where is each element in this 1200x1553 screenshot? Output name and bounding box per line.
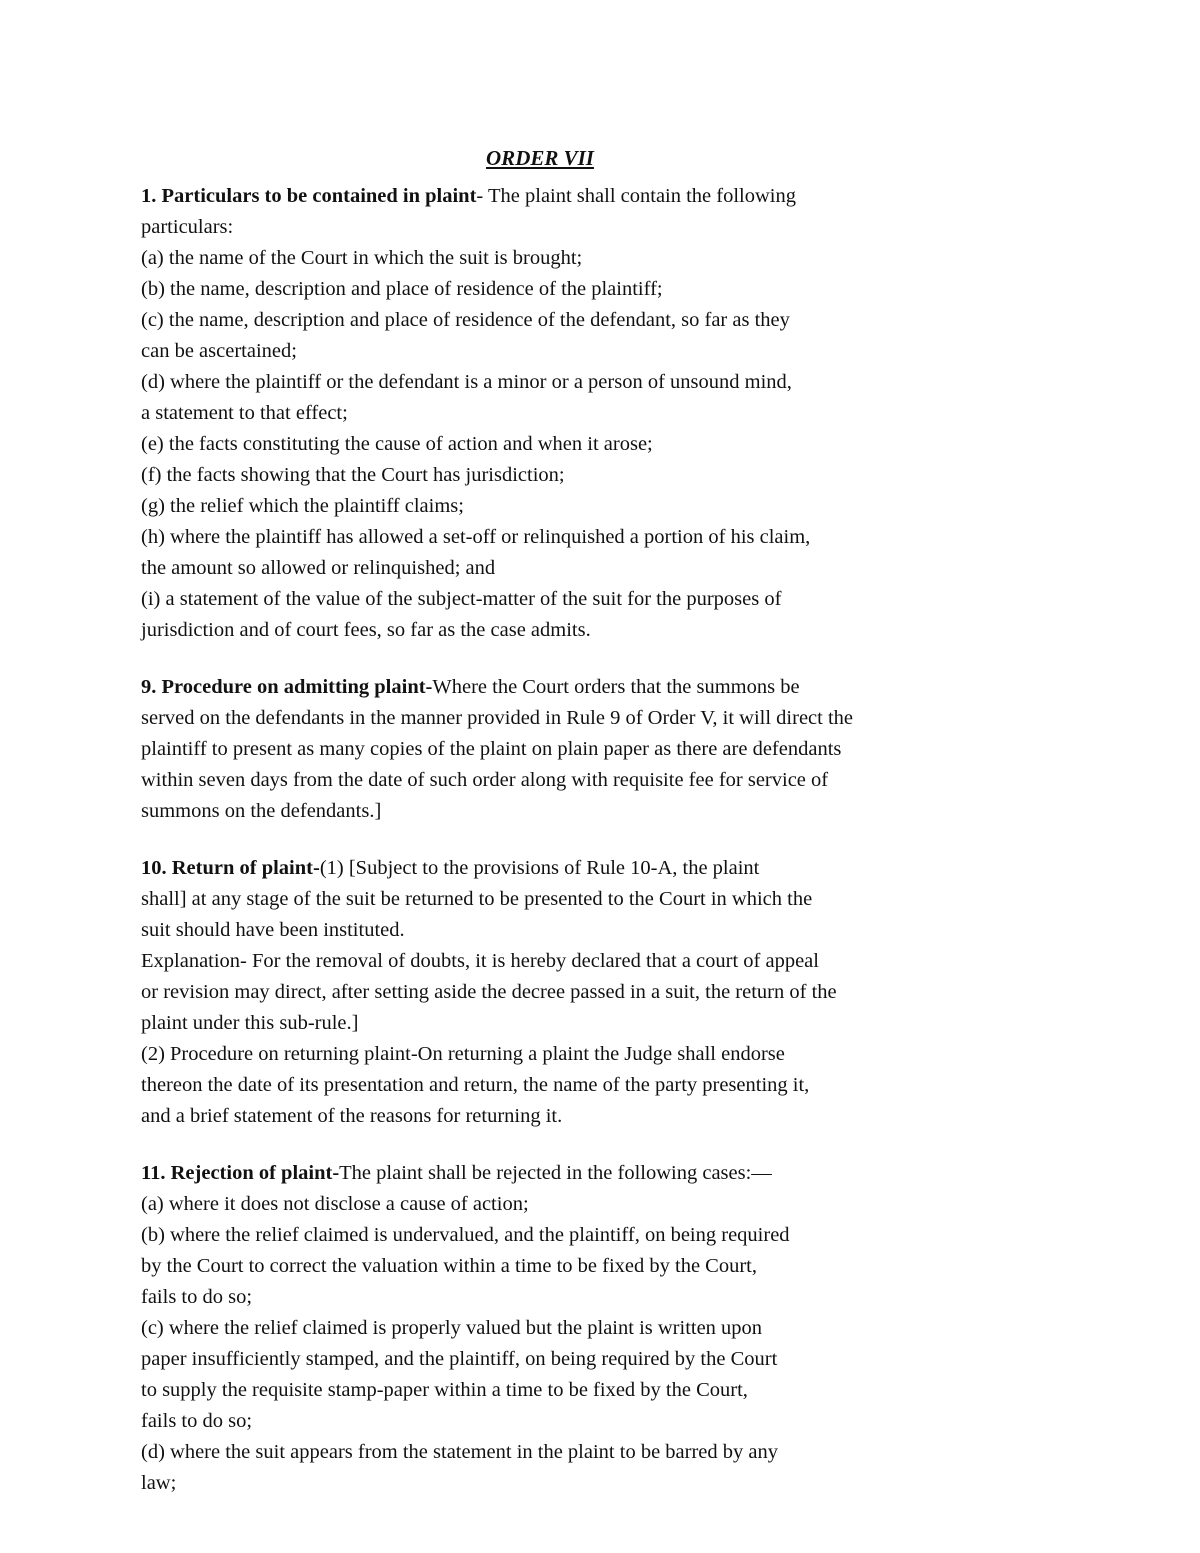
text-line: or revision may direct, after setting aside the decree passed in a suit, the return of the [141, 981, 837, 1003]
text-line: (d) where the plaintiff or the defendant is a minor or a person of unsound mind, [141, 371, 792, 393]
section-text: Where the Court orders that the summons be [432, 676, 800, 698]
text-line: and a brief statement of the reasons for returning it. [141, 1105, 563, 1127]
text-line: (b) where the relief claimed is undervalued, and the plaintiff, on being required [141, 1224, 790, 1246]
text-line: law; [141, 1472, 177, 1494]
text-line: (b) the name, description and place of residence of the plaintiff; [141, 278, 663, 300]
section-9 [141, 672, 971, 827]
text-line: paper insufficiently stamped, and the plaintiff, on being required by the Court [141, 1348, 778, 1370]
text-line: Explanation- For the removal of doubts, it is hereby declared that a court of appeal [141, 950, 819, 972]
text-line: fails to do so; [141, 1286, 253, 1308]
section-heading-line [141, 672, 971, 703]
paragraph-gap [141, 827, 971, 853]
text-line: plaint under this sub-rule.] [141, 1012, 359, 1034]
text-line: shall] at any stage of the suit be returned to be presented to the Court in which the [141, 888, 813, 910]
text-line: jurisdiction and of court fees, so far as the case admits. [141, 619, 591, 641]
text-line: (a) the name of the Court in which the suit is brought; [141, 247, 583, 269]
section-1 [141, 181, 971, 646]
text-line: (2) Procedure on returning plaint-On returning a plaint the Judge shall endorse [141, 1043, 785, 1065]
section-text: (1) [Subject to the provisions of Rule 10-A, the plaint [319, 857, 760, 879]
text-line: (d) where the suit appears from the statement in the plaint to be barred by any [141, 1441, 778, 1463]
text-line: (i) a statement of the value of the subject-matter of the suit for the purposes of [141, 588, 782, 610]
section-11 [141, 1158, 971, 1499]
section-heading-line [141, 853, 971, 884]
section-heading-line [141, 181, 971, 212]
text-line: (e) the facts constituting the cause of action and when it arose; [141, 433, 653, 455]
text-line: (a) where it does not disclose a cause of action; [141, 1193, 529, 1215]
section-heading-line [141, 1158, 971, 1189]
document-title: ORDER VII [486, 146, 594, 170]
text-line: (g) the relief which the plaintiff claims; [141, 495, 464, 517]
text-line: summons on the defendants.] [141, 800, 382, 822]
text-line: suit should have been instituted. [141, 919, 405, 941]
text-line: fails to do so; [141, 1410, 253, 1432]
text-line: (f) the facts showing that the Court has jurisdiction; [141, 464, 565, 486]
paragraph-gap [141, 646, 971, 672]
text-line: the amount so allowed or relinquished; and [141, 557, 496, 579]
section-heading: 10. Return of plaint- [141, 857, 320, 879]
section-text: The plaint shall be rejected in the following cases:— [339, 1162, 772, 1184]
section-10 [141, 853, 971, 1132]
text-line: can be ascertained; [141, 340, 297, 362]
document-body [141, 181, 971, 1499]
text-line: by the Court to correct the valuation within a time to be fixed by the Court, [141, 1255, 757, 1277]
text-line: particulars: [141, 216, 234, 238]
text-line: a statement to that effect; [141, 402, 348, 424]
text-line: plaintiff to present as many copies of the plaint on plain paper as there are defendants [141, 738, 842, 760]
text-line: served on the defendants in the manner provided in Rule 9 of Order V, it will direct the [141, 707, 854, 729]
text-line: within seven days from the date of such order along with requisite fee for service of [141, 769, 829, 791]
section-heading: 11. Rejection of plaint- [141, 1162, 340, 1184]
paragraph-gap [141, 1132, 971, 1158]
text-line: (c) the name, description and place of residence of the defendant, so far as they [141, 309, 790, 331]
text-line: (c) where the relief claimed is properly valued but the plaint is written upon [141, 1317, 763, 1339]
section-heading: 9. Procedure on admitting plaint- [141, 676, 433, 698]
text-line: to supply the requisite stamp-paper within a time to be fixed by the Court, [141, 1379, 748, 1401]
text-line: thereon the date of its presentation and return, the name of the party presenting it, [141, 1074, 810, 1096]
section-text: - The plaint shall contain the following [476, 185, 797, 207]
text-line: (h) where the plaintiff has allowed a set-off or relinquished a portion of his claim, [141, 526, 811, 548]
section-heading: 1. Particulars to be contained in plaint [141, 185, 477, 207]
